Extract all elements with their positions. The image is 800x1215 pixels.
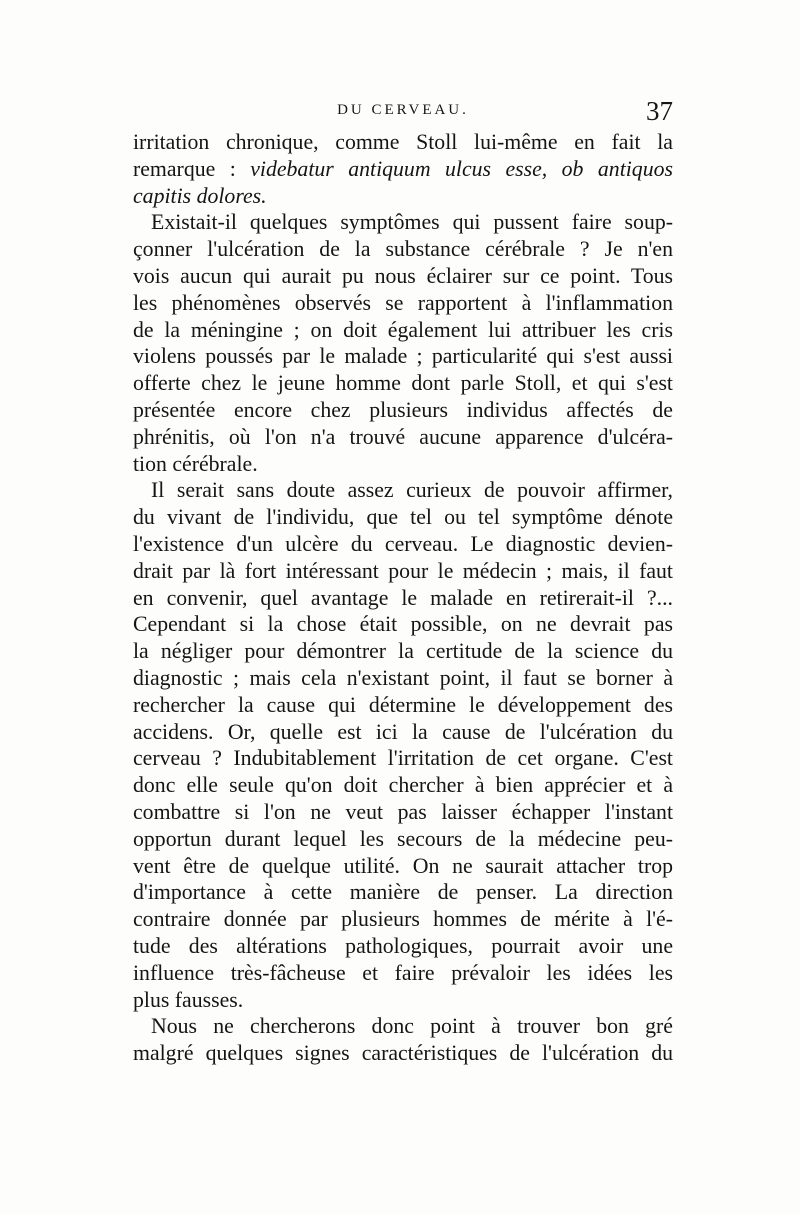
text-line: l'existence d'un ulcère du cerveau. Le diagnostic devien- — [133, 531, 673, 556]
text-line — [133, 156, 673, 183]
text-line: de la méningine ; on doit également lui attribuer les cris — [133, 317, 673, 342]
text-line: tude des altérations pathologiques, pourrait avoir une — [133, 933, 673, 958]
text-line: les phénomènes observés se rapportent à l'inflammation — [133, 290, 673, 315]
paragraph-start: Il serait sans doute assez curieux de pouvoir affirmer, — [151, 478, 673, 503]
running-head — [133, 96, 673, 130]
text-line: donc elle seule qu'on doit chercher à bien apprécier et à — [133, 773, 673, 798]
text-line: irritation chronique, comme Stoll lui-même en fait la — [133, 130, 673, 154]
text-line: cerveau ? Indubitablement l'irritation de cet organe. C'est — [133, 746, 673, 771]
page-number: 37 — [646, 96, 673, 126]
text-line: opportun durant lequel les secours de la médecine peu- — [133, 826, 673, 851]
paragraph-start: Nous ne chercherons donc point à trouver bon gré — [151, 1014, 673, 1039]
text-line: présentée encore chez plusieurs individus affectés de — [133, 397, 673, 422]
text-line: malgré quelques signes caractéristiques de l'ulcération du — [133, 1041, 673, 1066]
latin-quotation: videbatur antiquum ulcus esse, ob antiquos — [250, 156, 673, 181]
text-line: la négliger pour démontrer la certitude de la science du — [133, 639, 673, 664]
running-title: DU CERVEAU. — [337, 102, 469, 118]
text-line: tion cérébrale. — [133, 451, 258, 476]
text-line: combattre si l'on ne veut pas laisser échapper l'instant — [133, 799, 673, 824]
text-line: d'importance à cette manière de penser. La direction — [133, 880, 673, 905]
text-line: diagnostic ; mais cela n'existant point, il faut se borner à — [133, 665, 673, 690]
text-line: en convenir, quel avantage le malade en retirerait-il ?... — [133, 585, 673, 610]
text-line: du vivant de l'individu, que tel ou tel symptôme dénote — [133, 505, 673, 530]
text-line: accidens. Or, quelle est ici la cause de l'ulcération du — [133, 719, 673, 744]
text-line: contraire donnée par plusieurs hommes de mérite à l'é- — [133, 907, 673, 932]
text-line: rechercher la cause qui détermine le développement des — [133, 692, 673, 717]
text-line: drait par là fort intéressant pour le médecin ; mais, il faut — [133, 558, 673, 583]
text-segment: remarque : — [133, 156, 251, 181]
text-line: offerte chez le jeune homme dont parle Stoll, et qui s'est — [133, 371, 673, 396]
text-line: plus fausses. — [133, 987, 244, 1012]
body-text — [133, 129, 673, 1067]
text-line: vois aucun qui aurait pu nous éclairer sur ce point. Tous — [133, 263, 673, 288]
text-line: Cependant si la chose était possible, on ne devrait pas — [133, 612, 673, 637]
text-line: phrénitis, où l'on n'a trouvé aucune apparence d'ulcéra- — [133, 424, 673, 449]
text-line: violens poussés par le malade ; particularité qui s'est aussi — [133, 344, 673, 369]
text-line: çonner l'ulcération de la substance cérébrale ? Je n'en — [133, 237, 673, 262]
text-line: vent être de quelque utilité. On ne saurait attacher trop — [133, 853, 673, 878]
paragraph-start: Existait-il quelques symptômes qui pussent faire soup- — [151, 210, 673, 235]
text-line: influence très-fâcheuse et faire prévaloir les idées les — [133, 960, 673, 985]
latin-quotation: capitis dolores. — [133, 183, 267, 208]
